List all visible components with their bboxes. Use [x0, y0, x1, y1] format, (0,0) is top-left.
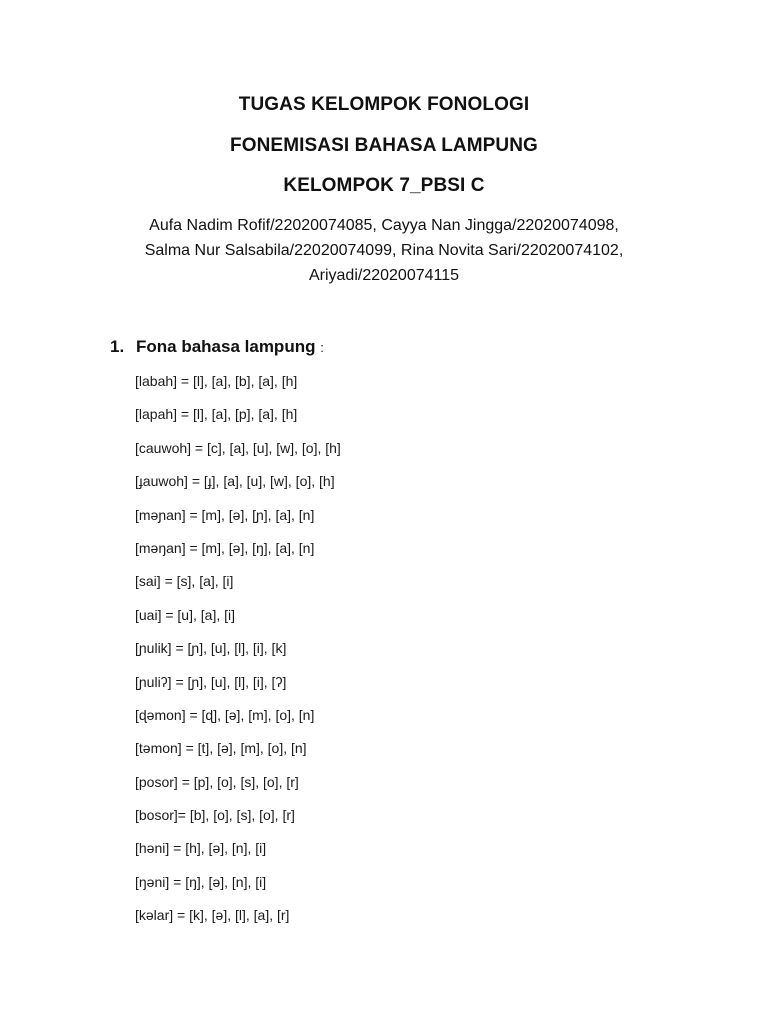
section-colon: :	[320, 340, 324, 355]
document-title: TUGAS KELOMPOK FONOLOGI	[238, 94, 530, 115]
list-item: [ɲulik] = [ɲ], [u], [l], [i], [k]	[135, 640, 287, 657]
list-item: [kəlar] = [k], [ə], [l], [a], [r]	[135, 907, 290, 924]
list-item: [labah] = [l], [a], [b], [a], [h]	[135, 373, 298, 389]
list-item: [bosor]= [b], [o], [s], [o], [r]	[135, 807, 295, 824]
author-line: Ariyadi/22020074115	[308, 267, 460, 284]
list-item: [ŋəni] = [ŋ], [ə], [n], [i]	[135, 873, 267, 890]
list-item: [məŋan] = [m], [ə], [ŋ], [a], [n]	[135, 539, 315, 556]
document-subtitle: FONEMISASI BAHASA LAMPUNG	[230, 135, 538, 156]
author-list	[0, 213, 768, 288]
list-item: [uai] = [u], [a], [i]	[135, 606, 235, 623]
list-item: [ɲuliʔ] = [ɲ], [u], [l], [i], [ʔ]	[135, 673, 287, 690]
section-heading	[110, 337, 324, 357]
list-item: [sai] = [s], [a], [i]	[135, 573, 234, 590]
list-item: [məɲan] = [m], [ə], [ɲ], [a], [n]	[135, 506, 315, 523]
list-item: [posor] = [p], [o], [s], [o], [r]	[135, 773, 299, 790]
list-item: [təmon] = [t], [ə], [m], [o], [n]	[135, 740, 307, 757]
group-title: KELOMPOK 7_PBSI C	[283, 175, 485, 196]
author-line: Salma Nur Salsabila/22020074099, Rina Novita Sari/22020074102,	[144, 242, 624, 259]
list-item: [lapah] = [l], [a], [p], [a], [h]	[135, 406, 298, 423]
section-number: 1.	[110, 337, 125, 356]
phone-list	[135, 371, 341, 939]
author-line: Aufa Nadim Rofif/22020074085, Cayya Nan Jingga/22020074098,	[149, 217, 619, 234]
list-item: [cauwoh] = [c], [a], [u], [w], [o], [h]	[135, 439, 341, 456]
list-item: [həni] = [h], [ə], [n], [i]	[135, 840, 267, 857]
list-item: [ɟauwoh] = [ɟ], [a], [u], [w], [o], [h]	[135, 473, 335, 490]
list-item: [ɖəmon] = [ɖ], [ə], [m], [o], [n]	[135, 706, 315, 723]
section-title: Fona bahasa lampung	[136, 337, 316, 356]
